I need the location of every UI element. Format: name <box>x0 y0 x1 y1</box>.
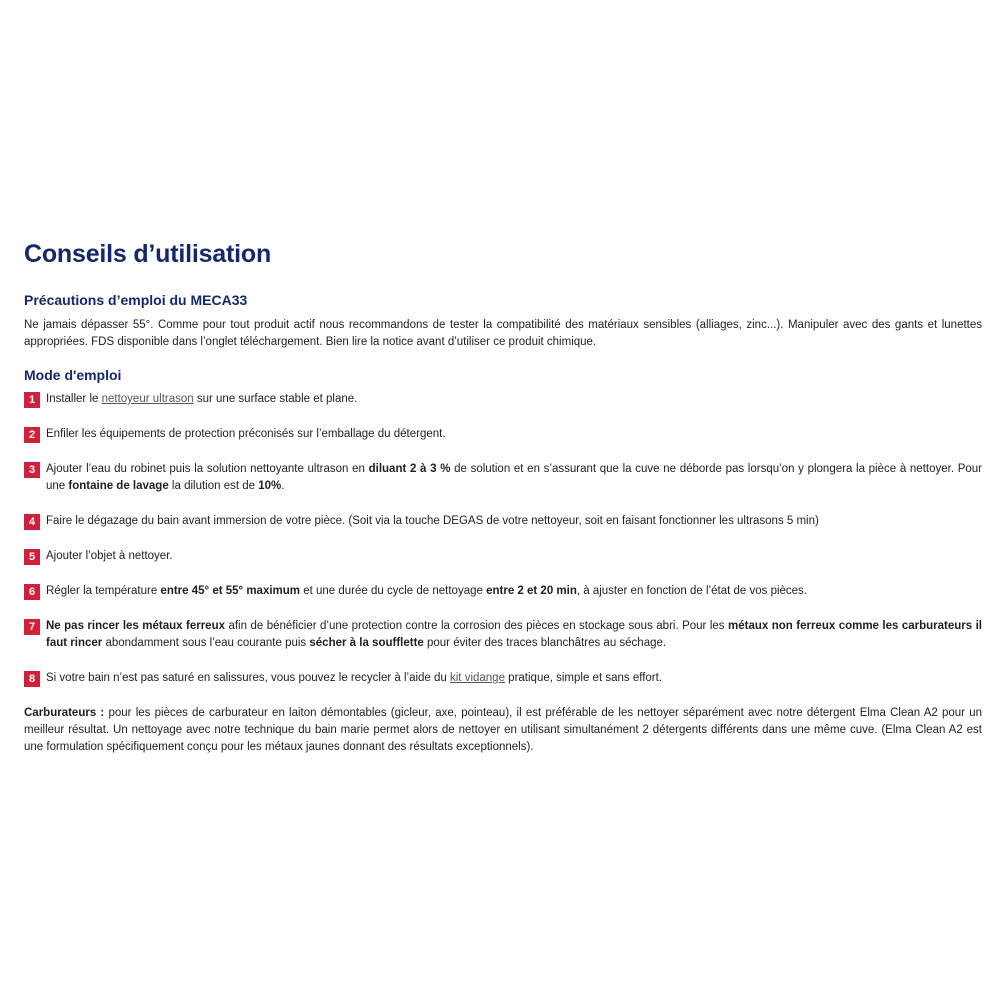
step-text-part: abondamment sous l’eau courante puis <box>102 637 310 649</box>
step-emphasis: diluant 2 à 3 % <box>368 463 451 475</box>
step-text-part: pratique, simple et sans effort. <box>504 672 663 684</box>
step-3 <box>24 461 982 495</box>
ultrasonic-cleaner-link[interactable]: nettoyeur ultrason <box>101 393 194 405</box>
step-text-part: Ajouter l’eau du robinet puis la solution nettoyante ultrason en <box>46 463 369 475</box>
mode-heading: Mode d'emploi <box>24 367 122 383</box>
step-text-part: la dilution est de <box>168 480 259 492</box>
step-text <box>46 548 982 565</box>
step-text <box>46 670 982 687</box>
drain-kit-link[interactable]: kit vidange <box>450 672 505 684</box>
step-emphasis: entre 2 et 20 min <box>486 585 577 597</box>
step-emphasis: métaux non ferreux comme les carburateurs il faut rincer <box>46 620 982 649</box>
step-text <box>46 391 982 408</box>
carburetor-note <box>24 705 982 756</box>
step-text-part: Enfiler les équipements de protection préconisés sur l’emballage du détergent. <box>46 428 446 440</box>
step-number-badge: 4 <box>24 514 40 530</box>
step-text-part: Régler la température <box>46 585 161 597</box>
step-7 <box>24 618 982 652</box>
carburetor-label: Carburateurs : <box>24 707 105 719</box>
page-title: Conseils d’utilisation <box>24 240 272 268</box>
step-text-part: Installer le <box>46 393 102 405</box>
usage-advice-section <box>24 236 982 756</box>
step-6 <box>24 583 982 600</box>
step-text <box>46 583 982 600</box>
step-emphasis: fontaine de lavage <box>68 480 169 492</box>
step-text <box>46 618 982 652</box>
step-emphasis: Ne pas rincer les métaux ferreux <box>46 620 225 632</box>
step-text <box>46 461 982 495</box>
step-4 <box>24 513 982 530</box>
precautions-text: Ne jamais dépasser 55°. Comme pour tout produit actif nous recommandons de tester la compatibilité des matériaux sensibles (alliages, zinc...). Manipuler avec des gants et lunettes appropriées. FDS disponible dans l’onglet téléchargement. Bien lire la notice avant d’utiliser ce produit chimique. <box>24 319 982 348</box>
step-text-part: afin de bénéficier d’une protection contre la corrosion des pièces en stockage sous abri. Pour les <box>225 620 728 632</box>
step-text <box>46 426 982 443</box>
step-text <box>46 513 982 530</box>
step-text-part: sur une surface stable et plane. <box>193 393 358 405</box>
step-1 <box>24 391 982 408</box>
step-emphasis: entre 45° et 55° maximum <box>160 585 301 597</box>
step-number-badge: 5 <box>24 549 40 565</box>
step-2 <box>24 426 982 443</box>
step-number-badge: 1 <box>24 392 40 408</box>
steps-list <box>24 391 982 687</box>
step-number-badge: 2 <box>24 427 40 443</box>
step-text-part: , à ajuster en fonction de l’état de vos pièces. <box>576 585 807 597</box>
step-text-part: et une durée du cycle de nettoyage <box>300 585 487 597</box>
step-number-badge: 7 <box>24 619 40 635</box>
precautions-heading: Précautions d’emploi du MECA33 <box>24 292 248 308</box>
step-text-part: Faire le dégazage du bain avant immersion de votre pièce. (Soit via la touche DEGAS de votre nettoyeur, soit en faisant fonctionner les ultrasons 5 min) <box>46 515 819 527</box>
step-text-part: pour éviter des traces blanchâtres au séchage. <box>423 637 667 649</box>
step-5 <box>24 548 982 565</box>
step-emphasis: 10% <box>258 480 282 492</box>
step-text-part: . <box>281 480 285 492</box>
step-8 <box>24 670 982 687</box>
step-text-part: Si votre bain n’est pas saturé en salissures, vous pouvez le recycler à l’aide du <box>46 672 450 684</box>
step-number-badge: 6 <box>24 584 40 600</box>
carburetor-text: pour les pièces de carburateur en laiton démontables (gicleur, axe, pointeau), il est préférable de les nettoyer séparément avec notre détergent Elma Clean A2 pour un meilleur résultat. Un nettoyage avec notre technique du bain marie permet alors de nettoyer en utilisant simultanément 2 détergents différents dans une même cuve. (Elma Clean A2 est une formulation spécifiquement conçu pour les métaux jaunes donnant des résultats exceptionnels). <box>24 707 983 753</box>
step-emphasis: sécher à la soufflette <box>309 637 424 649</box>
step-number-badge: 3 <box>24 462 40 478</box>
step-text-part: Ajouter l’objet à nettoyer. <box>46 550 173 562</box>
step-text-part: de solution et en s’assurant que la cuve ne déborde pas lorsqu’on y plongera la pièce à nettoyer. Pour une <box>46 463 982 492</box>
step-number-badge: 8 <box>24 671 40 687</box>
